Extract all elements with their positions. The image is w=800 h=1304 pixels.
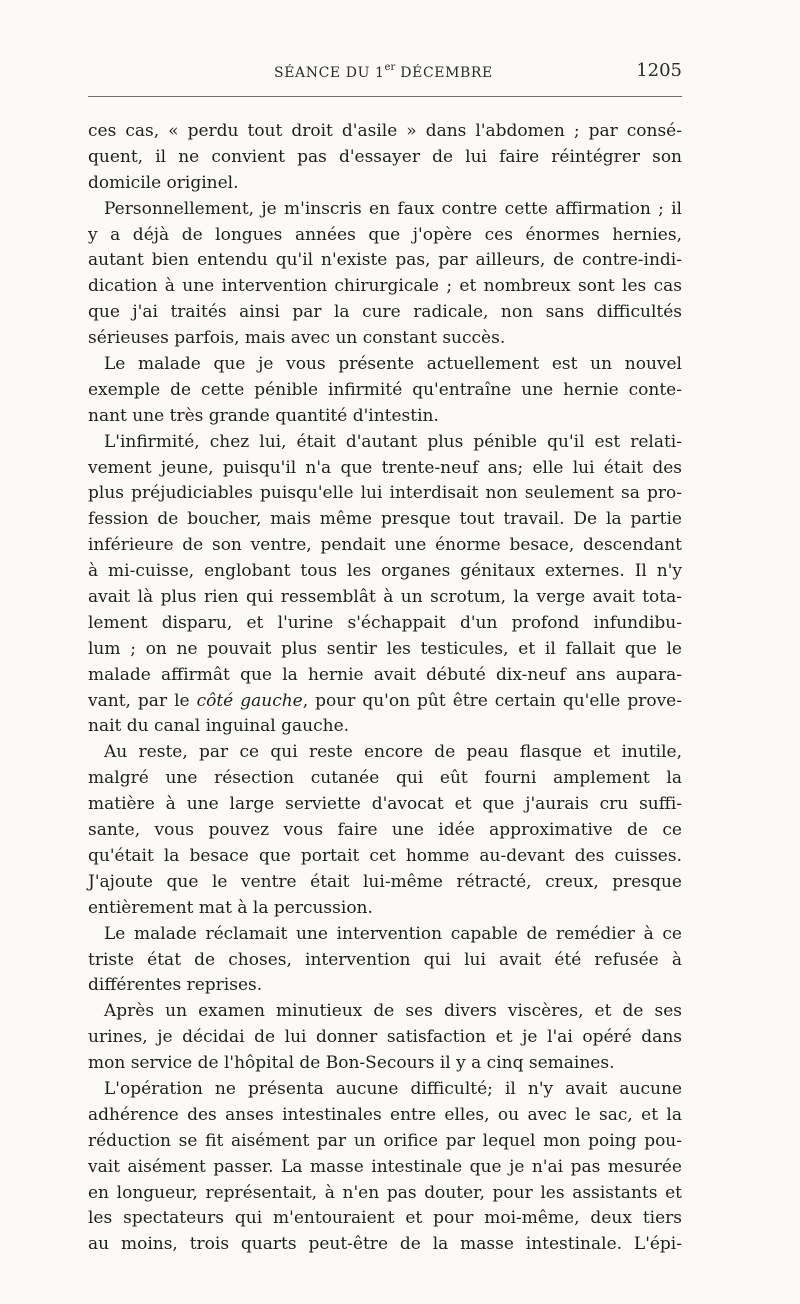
text-line: nait du canal inguinal gauche. xyxy=(88,716,350,737)
text-line: les spectateurs qui m'entouraient et pour moi-même, deux tiers xyxy=(88,1208,682,1229)
text-line: qu'était la besace que portait cet homme au-devant des cuisses. xyxy=(88,845,682,866)
text-line: Le malade réclamait une intervention capable de remédier à ce xyxy=(104,923,682,944)
text-line: en longueur, représentait, à n'en pas douter, pour les assistants et xyxy=(88,1182,682,1203)
text-line: L'infirmité, chez lui, était d'autant plus pénible qu'il est relati- xyxy=(104,431,682,452)
header-rule xyxy=(88,96,682,97)
page-number: 1205 xyxy=(636,60,682,81)
text-line: ces cas, « perdu tout droit d'asile » dans l'abdomen ; par consé- xyxy=(88,121,682,141)
text-line: à mi-cuisse, englobant tous les organes génitaux externes. Il n'y xyxy=(88,561,682,582)
text-line: que j'ai traités ainsi par la cure radicale, non sans difficultés xyxy=(88,302,682,323)
text-line: matière à une large serviette d'avocat et que j'aurais cru suffi- xyxy=(88,794,682,815)
text-line: différentes reprises. xyxy=(88,975,263,996)
italic-emphasis: côté gauche xyxy=(196,690,303,711)
text-line: plus préjudiciables puisqu'elle lui interdisait non seulement sa pro- xyxy=(88,483,682,504)
text-line: sérieuses parfois, mais avec un constant succès. xyxy=(88,328,506,349)
text-line: mon service de l'hôpital de Bon-Secours il y a cinq semaines. xyxy=(88,1053,615,1074)
text-line: nant une très grande quantité d'intestin. xyxy=(88,405,439,426)
text-line: vait aisément passer. La masse intestinale que je n'ai pas mesurée xyxy=(88,1156,682,1177)
text-line: urines, je décidai de lui donner satisfaction et je l'ai opéré dans xyxy=(88,1027,682,1048)
text-line: Après un examen minutieux de ses divers viscères, et de ses xyxy=(104,1001,682,1022)
text-line: vement jeune, puisqu'il n'a que trente-neuf ans; elle lui était des xyxy=(88,457,682,478)
text-line: L'opération ne présenta aucune difficulté; il n'y avait aucune xyxy=(104,1078,682,1099)
text-line: lement disparu, et l'urine s'échappait d'un profond infundibu- xyxy=(88,612,682,633)
running-head: SÉANCE DU 1er DÉCEMBRE xyxy=(274,62,493,81)
text-line: adhérence des anses intestinales entre elles, ou avec le sac, et la xyxy=(88,1104,682,1125)
text-line: domicile originel. xyxy=(88,172,239,193)
text-line: sante, vous pouvez vous faire une idée approximative de ce xyxy=(88,820,682,841)
text-line: Personnellement, je m'inscris en faux contre cette affirmation ; il xyxy=(104,198,682,219)
text-line: malade affirmât que la hernie avait débuté dix-neuf ans aupara- xyxy=(88,664,682,685)
text-line: Au reste, par ce qui reste encore de peau flasque et inutile, xyxy=(104,742,682,763)
text-line: lum ; on ne pouvait plus sentir les testicules, et il fallait que le xyxy=(88,638,682,659)
text-line: autant bien entendu qu'il n'existe pas, par ailleurs, de contre-indi- xyxy=(88,250,682,271)
body-text xyxy=(88,119,682,1258)
page-header xyxy=(88,60,682,84)
text-line: Le malade que je vous présente actuellement est un nouvel xyxy=(104,354,682,375)
text-line: quent, il ne convient pas d'essayer de lui faire réintégrer son xyxy=(88,146,682,167)
text-line: J'ajoute que le ventre était lui-même rétracté, creux, presque xyxy=(88,871,682,892)
text-line: dication à une intervention chirurgicale ; et nombreux sont les cas xyxy=(88,276,682,297)
text-line: avait là plus rien qui ressemblât à un scrotum, la verge avait tota- xyxy=(88,587,682,608)
text-line: fession de boucher, mais même presque tout travail. De la partie xyxy=(88,509,682,530)
text-line: inférieure de son ventre, pendait une énorme besace, descendant xyxy=(88,535,682,556)
text-line: y a déjà de longues années que j'opère ces énormes hernies, xyxy=(88,224,682,245)
text-line: au moins, trois quarts peut-être de la masse intestinale. L'épi- xyxy=(88,1234,682,1255)
text-line: vant, par le côté gauche, pour qu'on pût être certain qu'elle prove- xyxy=(88,690,682,711)
text-line: entièrement mat à la percussion. xyxy=(88,897,373,918)
text-line: malgré une résection cutanée qui eût fourni amplement la xyxy=(88,768,682,789)
text-line: réduction se fit aisément par un orifice par lequel mon poing pou- xyxy=(88,1130,682,1151)
text-line: exemple de cette pénible infirmité qu'entraîne une hernie conte- xyxy=(88,379,682,400)
text-line: triste état de choses, intervention qui lui avait été refusée à xyxy=(88,949,682,970)
